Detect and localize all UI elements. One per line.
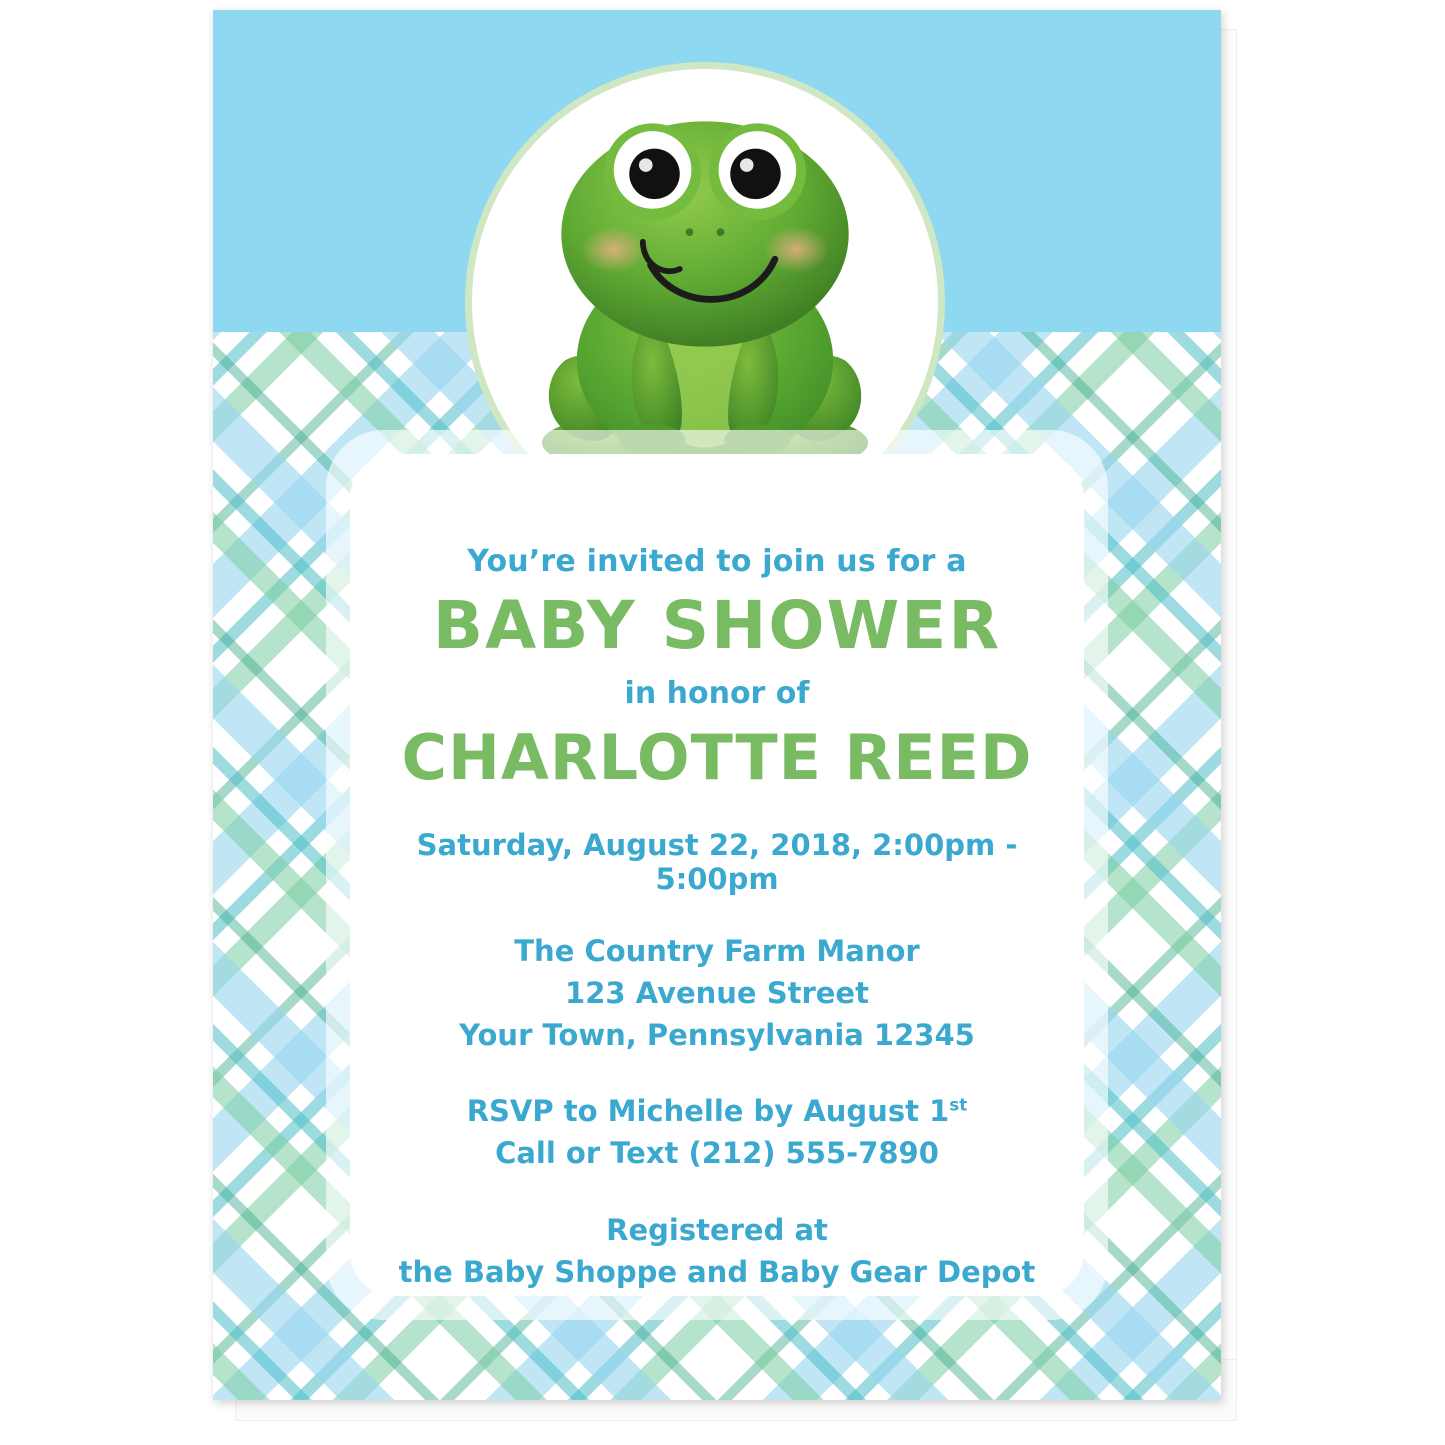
honor-line: in honor of <box>624 676 810 712</box>
registry-label: Registered at <box>606 1212 828 1247</box>
honoree-name: CHARLOTTE REED <box>401 721 1033 795</box>
venue-name: The Country Farm Manor <box>514 934 920 969</box>
rsvp-ordinal-suffix: st <box>949 1094 968 1115</box>
venue-street: 123 Avenue Street <box>565 976 869 1011</box>
registry-block <box>396 1209 1038 1293</box>
venue-city-state-zip: Your Town, Pennsylvania 12345 <box>459 1018 975 1053</box>
registry-stores: the Baby Shoppe and Baby Gear Depot <box>398 1254 1036 1289</box>
rsvp-deadline-text: RSVP to Michelle by August 1 <box>466 1094 950 1129</box>
venue-block <box>396 930 1038 1056</box>
rsvp-deadline <box>396 1090 1038 1132</box>
invitation-card <box>213 10 1221 1400</box>
rsvp-contact: Call or Text (212) 555-7890 <box>495 1136 939 1171</box>
intro-line: You’re invited to join us for a <box>467 544 967 579</box>
rsvp-block <box>396 1090 1038 1174</box>
text-panel <box>350 454 1084 1296</box>
date-time: Saturday, August 22, 2018, 2:00pm - 5:00pm <box>416 828 1018 897</box>
event-title: BABY SHOWER <box>432 587 1002 664</box>
